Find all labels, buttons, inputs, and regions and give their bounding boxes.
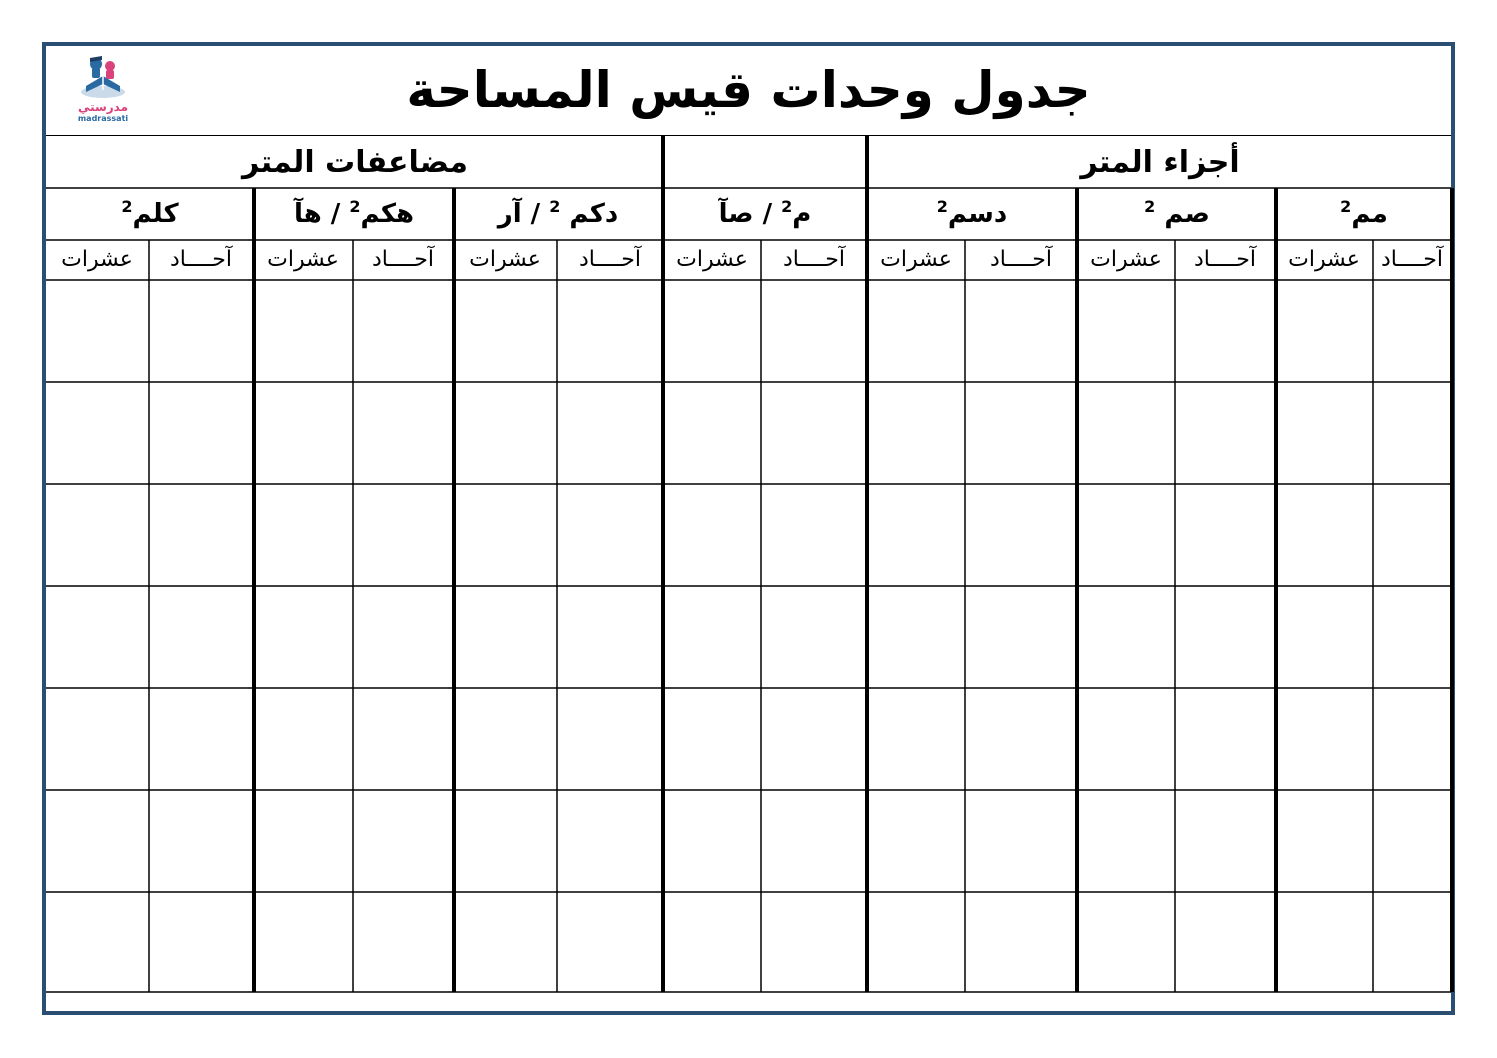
group-header-multiples: مضاعفات المتر xyxy=(242,145,468,180)
subheader-tens: عشرات xyxy=(676,247,748,272)
unit-header-cm2 xyxy=(1144,194,1210,234)
unit-header-m2 xyxy=(719,194,812,234)
subheader-tens: عشرات xyxy=(880,247,952,272)
subheader-tens: عشرات xyxy=(1090,247,1162,272)
subheader-units: آحــــاد xyxy=(1194,247,1256,272)
unit-header-mm2 xyxy=(1340,194,1388,234)
subheader-tens: عشرات xyxy=(61,247,133,272)
unit-exponent: 2 xyxy=(781,197,793,216)
logo-text-ar: مدرستي xyxy=(77,100,129,114)
subheader-units: آحــــاد xyxy=(783,247,845,272)
unit-name: صم xyxy=(1155,199,1210,229)
subheader-units: آحــــاد xyxy=(372,247,434,272)
unit-header-hm2 xyxy=(294,194,414,234)
unit-suffix: / هآ xyxy=(293,199,350,229)
subheader-tens: عشرات xyxy=(267,247,339,272)
subheader-units: آحــــاد xyxy=(170,247,232,272)
unit-name: هكم xyxy=(360,199,415,229)
subheader-units: آحــــاد xyxy=(1381,247,1443,272)
unit-header-dm2 xyxy=(937,194,1007,234)
subheader-tens: عشرات xyxy=(469,247,541,272)
unit-name: م xyxy=(792,199,812,229)
unit-suffix: / صآ xyxy=(718,199,782,229)
unit-exponent: 2 xyxy=(1144,197,1156,216)
unit-header-km2 xyxy=(121,194,178,234)
unit-exponent: 2 xyxy=(549,197,561,216)
subheader-tens: عشرات xyxy=(1288,247,1360,272)
unit-header-dam2 xyxy=(498,194,619,234)
unit-exponent: 2 xyxy=(1340,197,1352,216)
subheader-units: آحــــاد xyxy=(990,247,1052,272)
unit-exponent: 2 xyxy=(349,197,361,216)
unit-name: مم xyxy=(1351,199,1388,229)
unit-exponent: 2 xyxy=(936,197,948,216)
page-title: جدول وحدات قيس المساحة xyxy=(406,61,1091,119)
group-header-parts: أجزاء المتر xyxy=(1080,145,1240,180)
unit-name: دسم xyxy=(947,199,1008,229)
unit-suffix: / آر xyxy=(497,199,550,229)
unit-exponent: 2 xyxy=(121,197,133,216)
unit-name: كلم xyxy=(132,199,179,229)
subheader-units: آحــــاد xyxy=(579,247,641,272)
unit-name: دكم xyxy=(560,199,619,229)
logo-text-en: madrassati xyxy=(77,114,129,123)
